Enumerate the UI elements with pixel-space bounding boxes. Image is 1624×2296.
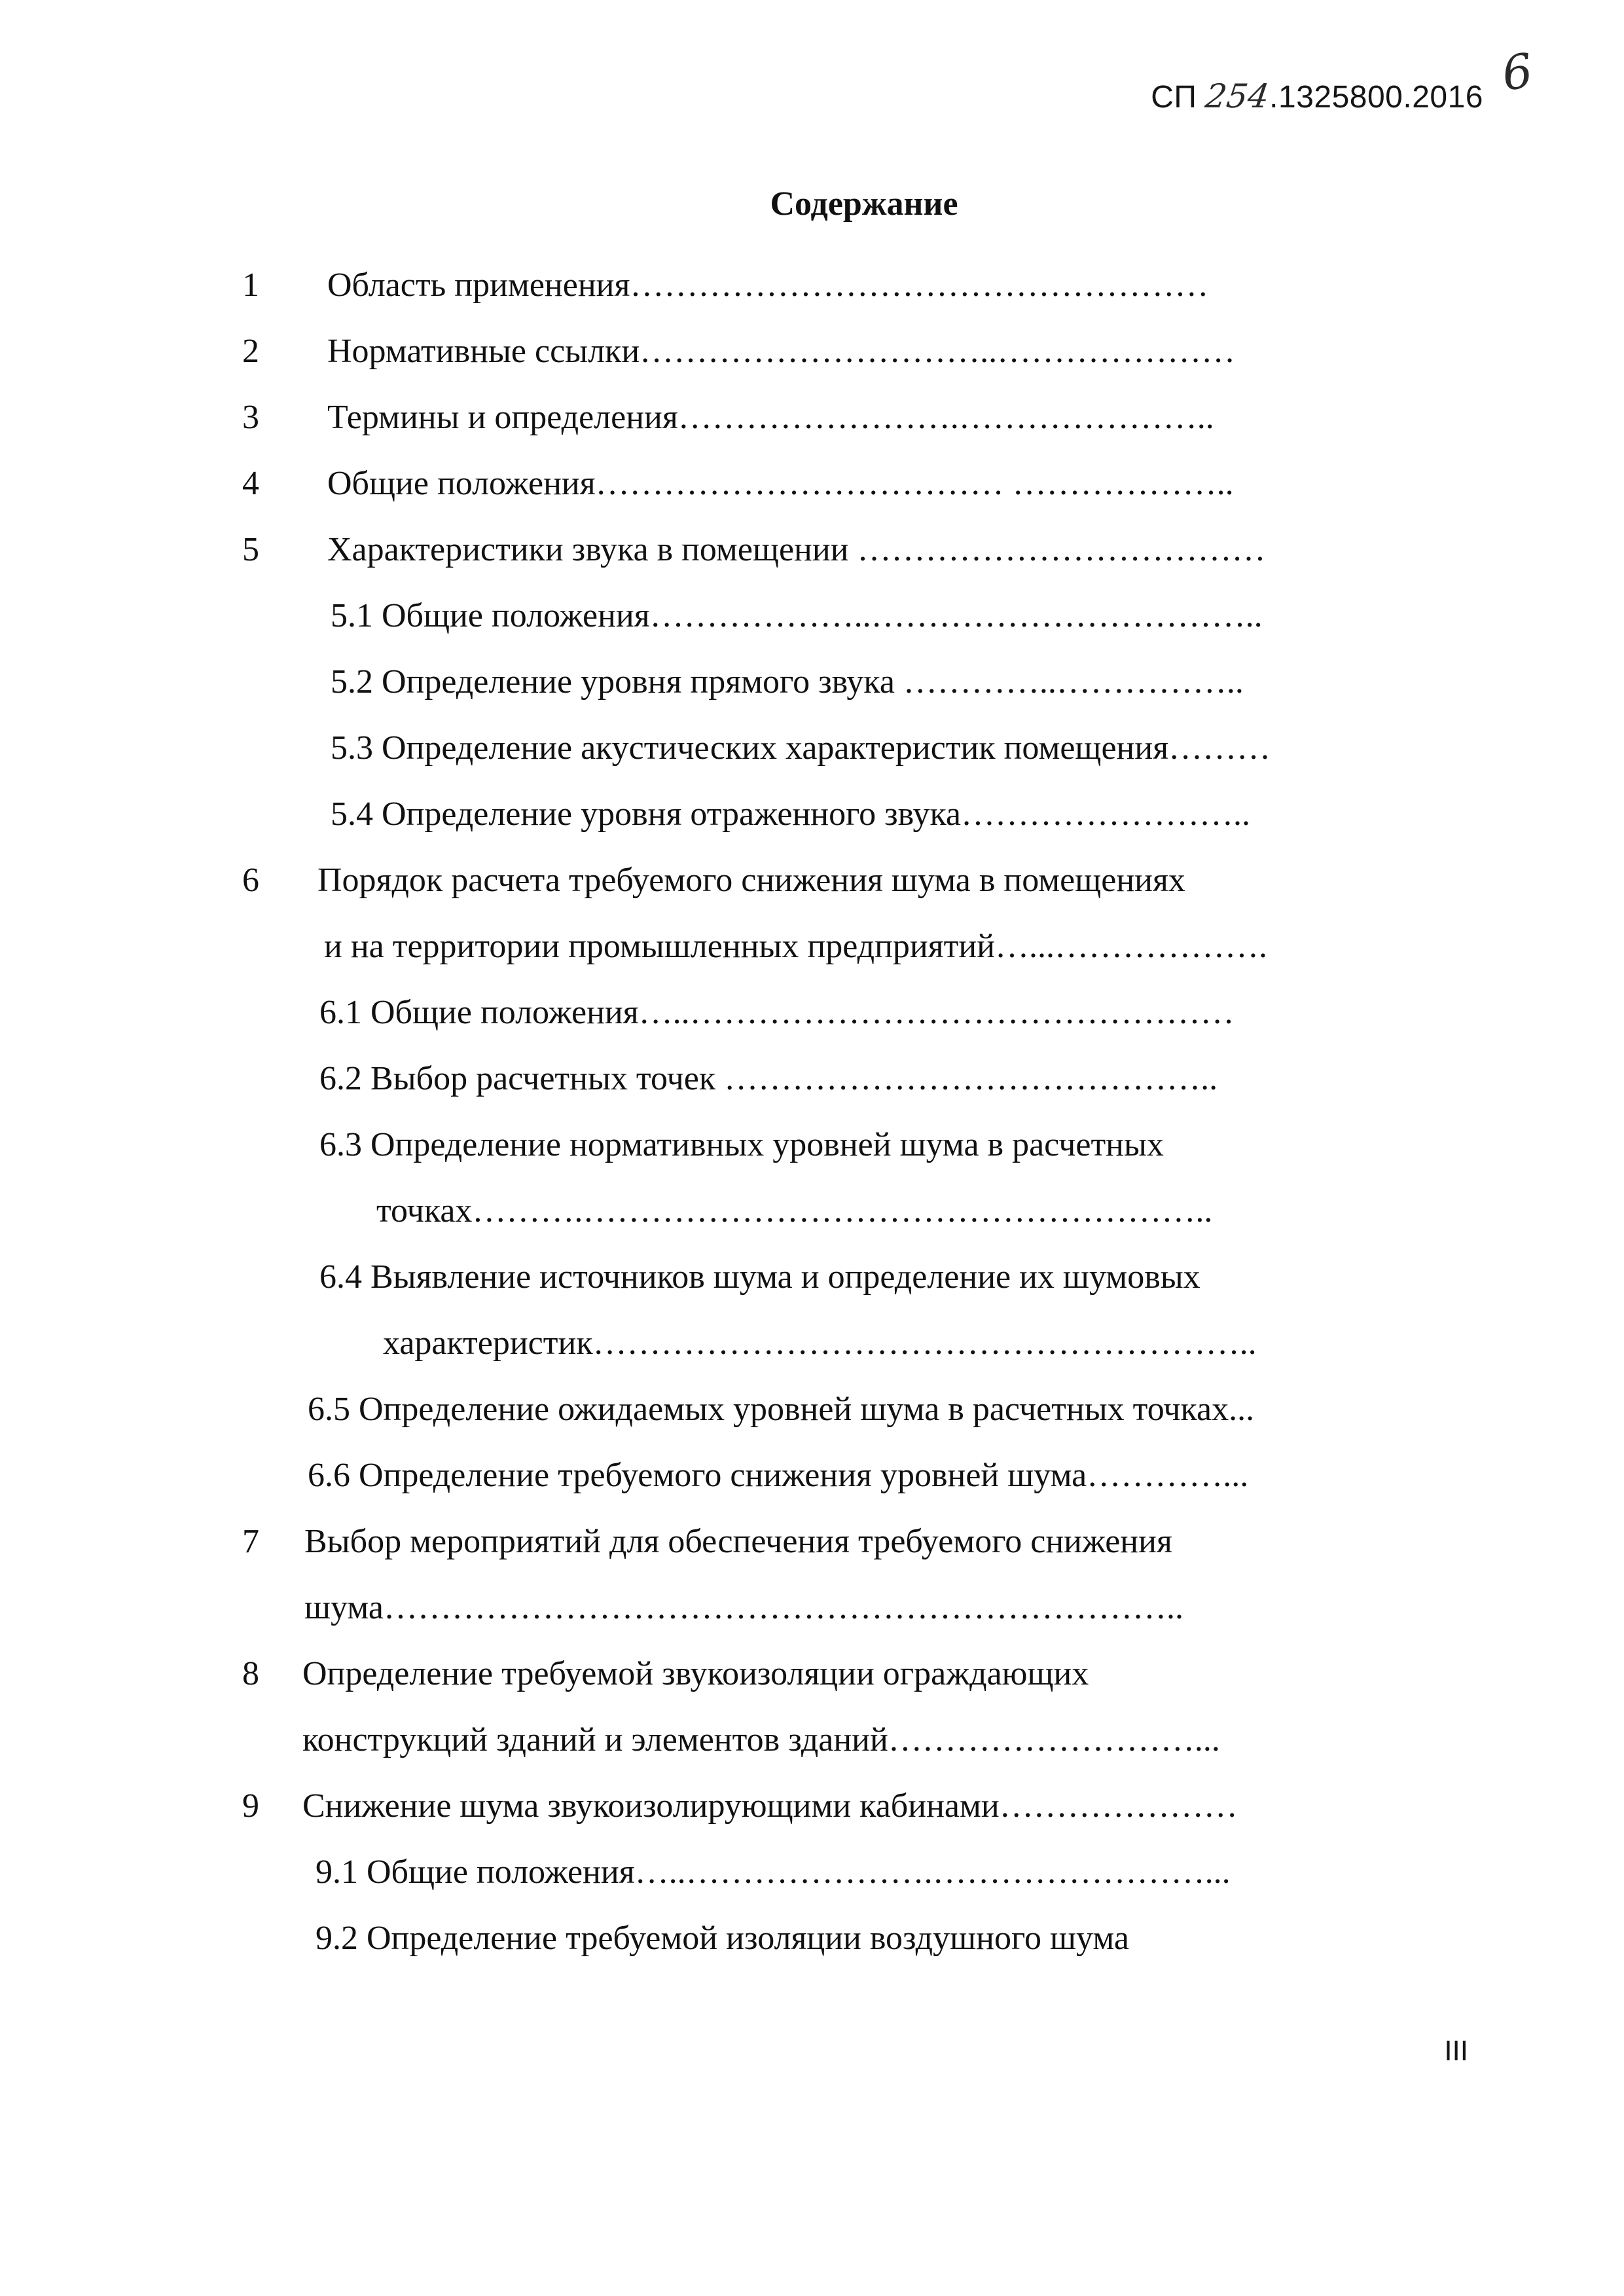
toc-subentry-continuation-text: характеристик………………………………………………….. [383,1324,1257,1362]
toc-subentry-text: 6.3 Определение нормативных уровней шума в расчетных [319,1126,1164,1163]
document-code-suffix: .1325800.2016 [1269,80,1483,115]
handwritten-sheet-number: 6 [1498,43,1536,101]
toc-entry-number: 3 [242,399,259,436]
toc-entry-number: 2 [242,333,259,370]
toc-subentry-text: 5.3 Определение акустических характеристик помещения……… [331,729,1271,767]
toc-entry-text: Область применения…………………………………………… [327,266,1209,304]
page-title: Содержание [770,185,958,223]
document-code [1151,77,1483,115]
toc-entry-number: 6 [242,862,259,899]
toc-subentry-text: 6.4 Выявление источников шума и определение их шумовых [319,1258,1200,1296]
toc-entry-number: 7 [242,1523,259,1560]
toc-subentry-text: 6.6 Определение требуемого снижения уровней шума…………... [308,1457,1249,1494]
toc-entry-text: Термины и определения…………………….………………….. [327,399,1214,436]
toc-subentry-text: 6.1 Общие положения…..………………………………………… [319,994,1235,1031]
toc-entry-continuation-text: и на территории промышленных предприятий…...………………. [324,928,1268,965]
toc-entry-number: 8 [242,1655,259,1692]
toc-entry-number: 9 [242,1787,259,1825]
toc-subentry-text: 5.4 Определение уровня отраженного звука…………………….. [331,795,1251,833]
toc-entry-text: Определение требуемой звукоизоляции ограждающих [302,1655,1089,1692]
toc-entry-text: Общие положения……………………………… ……………….. [327,465,1234,502]
page-number: III [1444,2035,1468,2067]
document-code-handwritten: 254 [1203,77,1272,115]
toc-subentry-text: 6.5 Определение ожидаемых уровней шума в расчетных точках... [308,1391,1255,1428]
document-code-prefix: СП [1151,80,1206,115]
toc-entry-text: Выбор мероприятий для обеспечения требуемого снижения [304,1523,1172,1560]
toc-subentry-text: 9.1 Общие положения…..………………….……………………... [316,1853,1231,1891]
toc-entry-number: 4 [242,465,259,502]
toc-entry-text: Характеристики звука в помещении ……………………………… [327,531,1266,568]
toc-subentry-text: 5.1 Общие положения………………..…………………………….. [331,597,1263,634]
toc-subentry-continuation-text: точках……….……………………………………………….. [376,1192,1213,1230]
toc-subentry-text: 6.2 Выбор расчетных точек …………………………………….. [319,1060,1218,1097]
toc-entry-text: Порядок расчета требуемого снижения шума в помещениях [317,862,1185,899]
toc-entry-continuation-text: шума…………………………………………………………….. [304,1589,1183,1626]
toc-entry-text: Снижение шума звукоизолирующими кабинами………………… [302,1787,1238,1825]
toc-entry-continuation-text: конструкций зданий и элементов зданий………………………... [302,1721,1220,1758]
toc-subentry-text: 9.2 Определение требуемой изоляции воздушного шума [316,1920,1129,1957]
toc-entry-number: 5 [242,531,259,568]
toc-entry-number: 1 [242,266,259,304]
toc-entry-text: Нормативные ссылки…………………………..………………… [327,333,1236,370]
toc-subentry-text: 5.2 Определение уровня прямого звука …………..…………….. [331,663,1244,701]
